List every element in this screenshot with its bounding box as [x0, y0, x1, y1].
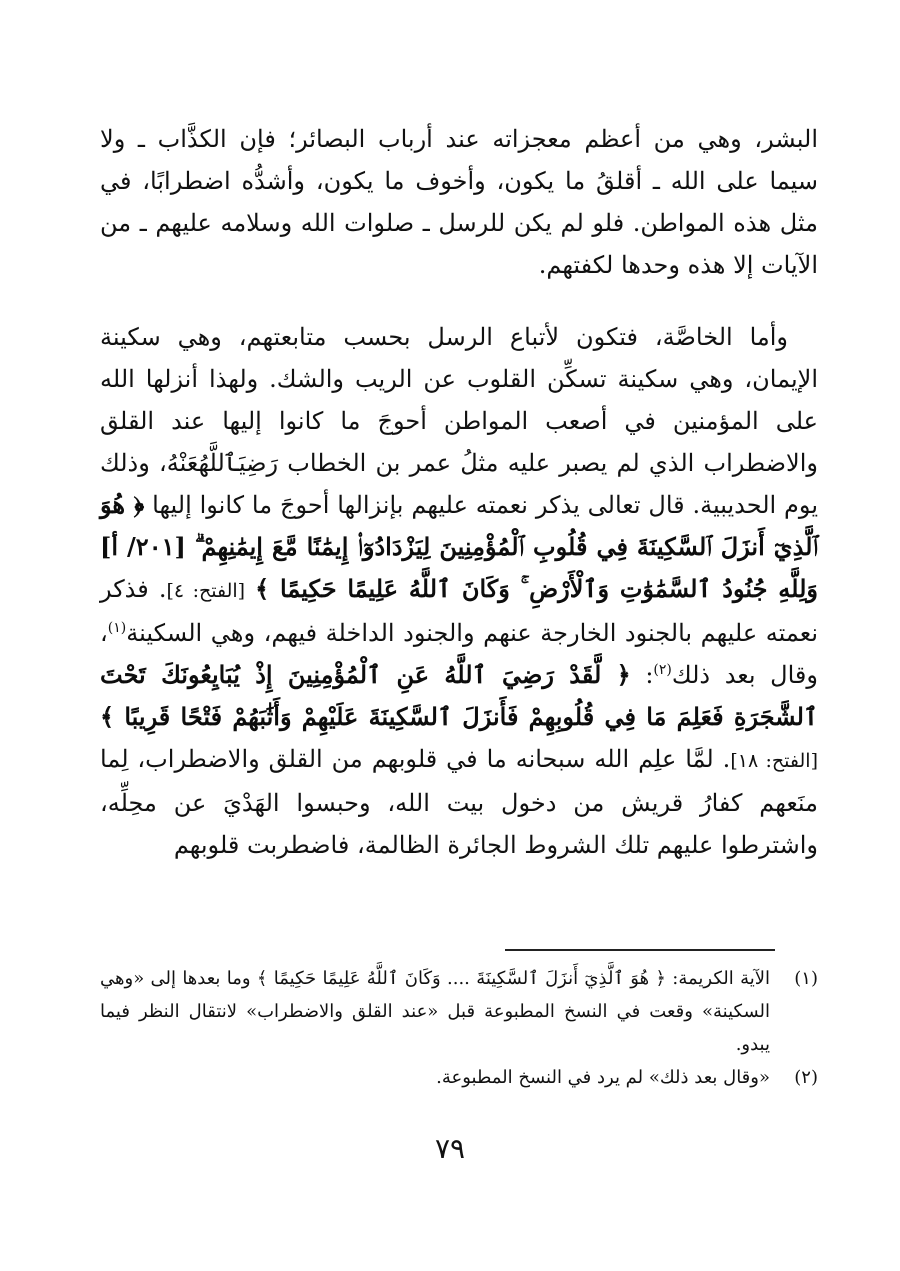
footnote-divider	[505, 949, 775, 951]
paragraph-2	[100, 316, 818, 866]
page-number: ٧٩	[434, 1132, 466, 1165]
footnote-ref-2[interactable]: (٢)	[653, 662, 672, 678]
quran-verse-2: ﴿ لَّقَدْ رَضِيَ ٱللَّهُ عَنِ ٱلْمُؤْمِنِينَ إِذْ يُبَايِعُونَكَ تَحْتَ ٱلشَّجَرَةِ فَعَلِمَ مَا فِي قُلُوبِهِمْ فَأَنزَلَ ٱلسَّكِينَةَ عَلَيْهِمْ وَأَثَٰبَهُمْ فَتْحًا قَرِيبًا ﴾	[100, 660, 818, 731]
footnote-number: (٢)	[794, 1067, 818, 1088]
footnotes	[100, 962, 818, 1094]
footnote-number: (١)	[794, 968, 818, 989]
paragraph-2-text-4: :	[645, 661, 654, 689]
main-text	[100, 118, 818, 866]
footnote-text: «وقال بعد ذلك» لم يرد في النسخ المطبوعة.	[436, 1067, 770, 1088]
paragraph-2-text-5: . لمَّا علِم الله سبحانه ما في قلوبهم من القلق والاضطراب، لِما منَعهم كفارُ قريش من دخول بيت الله، وحبسوا الهَدْيَ عن محِلِّه، واشترطوا عليهم تلك الشروط الجائرة الظالمة، فاضطربت قلوبهم	[100, 745, 818, 859]
paragraph-1: البشر، وهي من أعظم معجزاته عند أرباب البصائر؛ فإن الكذَّاب ـ ولا سيما على الله ـ أقلقُ ما يكون، وأخوف ما يكون، وأشدُّه اضطرابًا، في مثل هذه المواطن. فلو لم يكن للرسل ـ صلوات الله وسلامه عليهم ـ من الآيات إلا هذه وحدها لكفتهم.	[100, 125, 818, 279]
footnote-text: الآية الكريمة: ﴿ هُوَ ٱلَّذِيٓ أَنزَلَ ٱلسَّكِينَةَ .... وَكَانَ ٱللَّهُ عَلِيمًا حَكِيمًا ﴾ وما بعدها إلى «وهي السكينة» وقعت في النسخ المطبوعة قبل «عند القلق والاضطراب» لانتقال النظر فيما يبدو.	[100, 968, 770, 1055]
footnote-2	[100, 1061, 818, 1094]
footnote-1	[100, 962, 818, 1061]
quran-verse-1: ﴿ هُوَ ٱلَّذِيٓ أَنزَلَ ٱلسَّكِينَةَ فِي قُلُوبِ ٱلْمُؤْمِنِينَ لِيَزْدَادُوٓا۟ إِيمَٰنًا مَّعَ إِيمَٰنِهِمْ ۗ [٢٠١/ أ] وَلِلَّهِ جُنُودُ ٱلسَّمَٰوَٰتِ وَٱلْأَرْضِ ۚ وَكَانَ ٱللَّهُ عَلِيمًا حَكِيمًا ﴾	[100, 490, 818, 603]
paragraph-2-text-1: وأما الخاصَّة، فتكون لأتباع الرسل بحسب متابعتهم، وهي سكينة الإيمان، وهي سكينة تسكِّن القلوب عن الريب والشك. ولهذا أنزلها الله على المؤمنين في أصعب المواطن أحوجَ ما كانوا إليها عند القلق والاضطراب الذي لم يصبر عليه مثلُ عمر بن الخطاب رَضِيَٱللَّهُعَنْهُ، وذلك يوم الحديبية. قال تعالى يذكر نعمته عليهم بإنزالها أحوجَ ما كانوا إليها	[100, 323, 818, 519]
paragraph-2-text-2: . فذكر نعمته عليهم بالجنود الخارجة عنهم والجنود الداخلة فيهم، وهي السكينة	[100, 575, 818, 647]
verse-citation-2: [الفتح: ١٨]	[730, 750, 818, 772]
footnote-ref-1[interactable]: (١)	[107, 620, 127, 636]
verse-citation-1: [الفتح: ٤]	[166, 580, 246, 602]
paragraph-2-text-3: ، وقال بعد ذلك	[100, 619, 818, 689]
